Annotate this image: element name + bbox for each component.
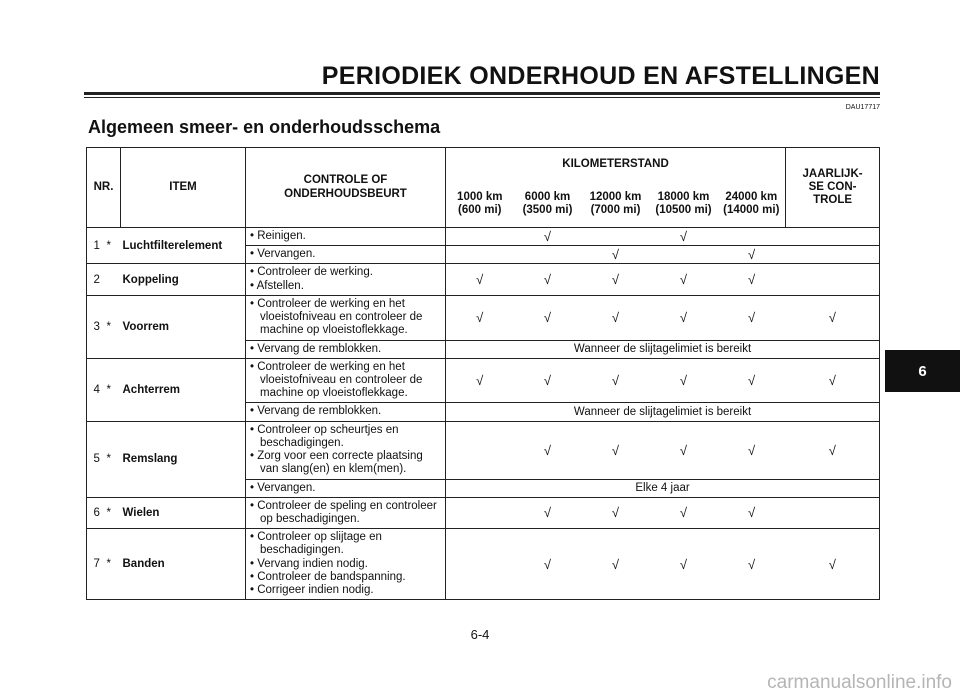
action-line: • Controleer de werking en het vloeistofniveau en controleer de machine op vloeistoflekkage. xyxy=(250,360,423,400)
action-line: • Reinigen. xyxy=(250,230,306,242)
check-mark: √ xyxy=(582,529,650,600)
document-code: DAU17717 xyxy=(845,104,880,111)
empty-cell xyxy=(650,246,718,264)
check-mark: √ xyxy=(582,246,650,264)
row-item: Achterrem xyxy=(121,358,246,421)
action-line: • Controleer de speling en controleer op beschadigingen. xyxy=(250,499,437,525)
table-row xyxy=(87,497,880,528)
empty-cell xyxy=(514,246,582,264)
action-line: • Controleer op scheurtjes en beschadigingen. xyxy=(250,423,399,449)
watermark: carmanualsonline.info xyxy=(767,672,952,693)
check-mark: √ xyxy=(446,295,514,340)
action-line: • Controleer de werking en het vloeistofniveau en controleer de machine op vloeistoflekkage. xyxy=(250,297,423,337)
check-mark: √ xyxy=(718,421,786,479)
check-mark: √ xyxy=(446,264,514,295)
action-line: • Controleer op slijtage en beschadigingen. xyxy=(250,531,382,557)
row-star: * xyxy=(107,497,121,528)
row-number: 2 xyxy=(87,264,107,295)
header-km-col: 24000 km (14000 mi) xyxy=(718,182,786,228)
row-star xyxy=(107,264,121,295)
check-mark: √ xyxy=(650,295,718,340)
empty-cell xyxy=(446,529,514,600)
action-line: • Vervang indien nodig. xyxy=(250,557,368,570)
section-title: Algemeen smeer- en onderhoudsschema xyxy=(88,117,441,137)
check-mark: √ xyxy=(650,529,718,600)
table-row xyxy=(87,264,880,295)
row-number: 4 xyxy=(87,358,107,421)
check-mark: √ xyxy=(718,497,786,528)
action-line: • Afstellen. xyxy=(250,279,304,292)
check-mark: √ xyxy=(718,246,786,264)
check-mark: √ xyxy=(446,358,514,403)
check-mark: √ xyxy=(650,421,718,479)
row-number: 6 xyxy=(87,497,107,528)
interval-note: Wanneer de slijtagelimiet is bereikt xyxy=(446,403,880,421)
check-mark: √ xyxy=(514,529,582,600)
action-line: • Vervang de remblokken. xyxy=(250,342,382,355)
check-mark: √ xyxy=(582,295,650,340)
row-number: 7 xyxy=(87,529,107,600)
header-annual: JAARLIJK-SE CON-TROLE xyxy=(786,148,880,228)
action-line: • Vervangen. xyxy=(250,481,316,494)
row-star: * xyxy=(107,228,121,264)
check-mark: √ xyxy=(786,529,880,600)
table-row xyxy=(87,358,880,403)
empty-cell xyxy=(786,264,880,295)
table-row xyxy=(87,228,880,246)
check-mark: √ xyxy=(582,264,650,295)
row-action xyxy=(246,340,446,358)
row-action xyxy=(246,479,446,497)
check-mark: √ xyxy=(718,358,786,403)
action-line: • Vervang de remblokken. xyxy=(250,405,382,418)
header-rule xyxy=(84,92,880,95)
row-action xyxy=(246,529,446,600)
row-item: Banden xyxy=(121,529,246,600)
row-number: 5 xyxy=(87,421,107,497)
empty-cell xyxy=(446,228,514,246)
row-item: Koppeling xyxy=(121,264,246,295)
check-mark: √ xyxy=(786,421,880,479)
table-row xyxy=(87,421,880,479)
empty-cell xyxy=(446,246,514,264)
row-star: * xyxy=(107,295,121,358)
header-item: ITEM xyxy=(121,148,246,228)
empty-cell xyxy=(786,228,880,246)
check-mark: √ xyxy=(582,358,650,403)
check-mark: √ xyxy=(650,264,718,295)
header-km-col: 1000 km (600 mi) xyxy=(446,182,514,228)
row-star: * xyxy=(107,529,121,600)
header-km-col: 12000 km (7000 mi) xyxy=(582,182,650,228)
header-nr: NR. xyxy=(87,148,121,228)
check-mark: √ xyxy=(718,264,786,295)
row-item: Luchtfilterelement xyxy=(121,228,246,264)
table-row xyxy=(87,295,880,340)
interval-note: Wanneer de slijtagelimiet is bereikt xyxy=(446,340,880,358)
chapter-tab: 6 xyxy=(885,350,960,392)
check-mark: √ xyxy=(650,497,718,528)
row-action xyxy=(246,228,446,246)
check-mark: √ xyxy=(514,358,582,403)
row-action xyxy=(246,421,446,479)
row-action xyxy=(246,264,446,295)
interval-note: Elke 4 jaar xyxy=(446,479,880,497)
row-star: * xyxy=(107,358,121,421)
check-mark: √ xyxy=(650,228,718,246)
check-mark: √ xyxy=(582,421,650,479)
empty-cell xyxy=(446,497,514,528)
row-item: Wielen xyxy=(121,497,246,528)
header-rule-thin xyxy=(84,97,880,98)
empty-cell xyxy=(786,246,880,264)
empty-cell xyxy=(718,228,786,246)
row-action xyxy=(246,246,446,264)
action-line: • Corrigeer indien nodig. xyxy=(250,584,374,597)
check-mark: √ xyxy=(718,295,786,340)
row-star: * xyxy=(107,421,121,497)
page-header-title: PERIODIEK ONDERHOUD EN AFSTELLINGEN xyxy=(321,62,880,90)
header-km-col: 6000 km (3500 mi) xyxy=(514,182,582,228)
empty-cell xyxy=(446,421,514,479)
action-line: • Controleer de bandspanning. xyxy=(250,570,406,583)
check-mark: √ xyxy=(582,497,650,528)
check-mark: √ xyxy=(514,228,582,246)
check-mark: √ xyxy=(786,295,880,340)
row-number: 3 xyxy=(87,295,107,358)
action-line: • Controleer de werking. xyxy=(250,266,373,279)
empty-cell xyxy=(786,497,880,528)
check-mark: √ xyxy=(514,421,582,479)
check-mark: √ xyxy=(786,358,880,403)
page-number: 6-4 xyxy=(470,627,490,642)
check-mark: √ xyxy=(514,497,582,528)
check-mark: √ xyxy=(514,295,582,340)
header-kilometerstand: KILOMETERSTAND xyxy=(446,148,786,182)
row-action xyxy=(246,497,446,528)
action-line: • Vervangen. xyxy=(250,248,316,261)
check-mark: √ xyxy=(650,358,718,403)
header-km-col: 18000 km (10500 mi) xyxy=(650,182,718,228)
check-mark: √ xyxy=(718,529,786,600)
action-line: • Zorg voor een correcte plaatsing van slang(en) en klem(men). xyxy=(250,450,423,476)
empty-cell xyxy=(582,228,650,246)
check-mark: √ xyxy=(514,264,582,295)
table-row xyxy=(87,529,880,600)
row-item: Voorrem xyxy=(121,295,246,358)
row-action xyxy=(246,358,446,403)
row-action xyxy=(246,403,446,421)
maintenance-schedule-table xyxy=(86,147,880,600)
row-action xyxy=(246,295,446,340)
row-number: 1 xyxy=(87,228,107,264)
header-control: CONTROLE OF ONDERHOUDSBEURT xyxy=(246,148,446,228)
row-item: Remslang xyxy=(121,421,246,497)
